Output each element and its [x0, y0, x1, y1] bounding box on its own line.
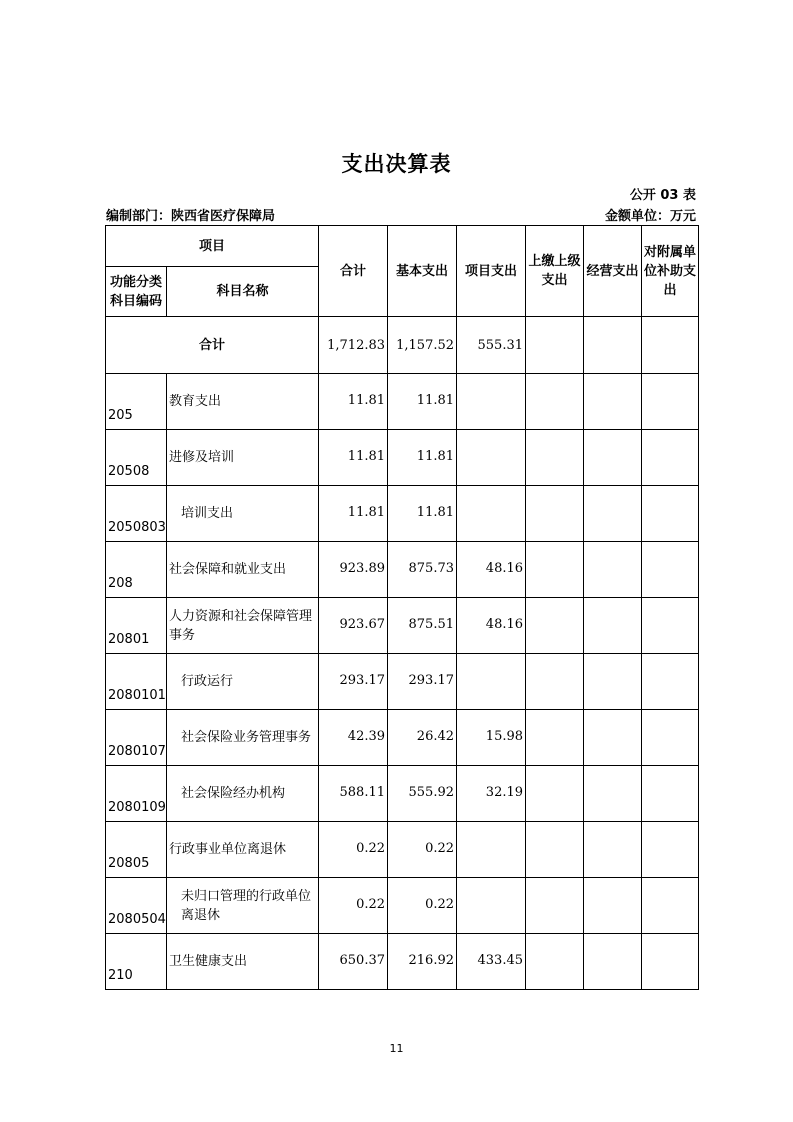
row-project	[457, 486, 526, 542]
row-code: 2080101	[106, 654, 167, 710]
row-basic: 0.22	[388, 822, 457, 878]
row-total: 11.81	[319, 486, 388, 542]
row-project: 32.19	[457, 766, 526, 822]
total-upper	[526, 317, 584, 374]
total-business	[584, 317, 642, 374]
row-code: 20805	[106, 822, 167, 878]
department-label: 编制部门：陕西省医疗保障局	[106, 209, 276, 224]
table-row	[106, 934, 699, 990]
row-business	[584, 598, 642, 654]
row-basic: 216.92	[388, 934, 457, 990]
total-row	[106, 317, 699, 374]
row-code: 2080504	[106, 878, 167, 934]
row-name: 教育支出	[167, 374, 319, 430]
row-project	[457, 374, 526, 430]
row-upper	[526, 766, 584, 822]
row-code: 20508	[106, 430, 167, 486]
form-number: 公开 03 表	[629, 188, 696, 203]
row-subsidy	[642, 374, 699, 430]
row-basic: 293.17	[388, 654, 457, 710]
row-total: 650.37	[319, 934, 388, 990]
row-total: 923.89	[319, 542, 388, 598]
row-subsidy	[642, 878, 699, 934]
row-basic: 26.42	[388, 710, 457, 766]
row-subsidy	[642, 598, 699, 654]
table-row	[106, 710, 699, 766]
row-business	[584, 934, 642, 990]
row-code: 20801	[106, 598, 167, 654]
row-subsidy	[642, 934, 699, 990]
row-subsidy	[642, 766, 699, 822]
table-row	[106, 430, 699, 486]
row-project: 48.16	[457, 598, 526, 654]
row-project	[457, 822, 526, 878]
row-project: 15.98	[457, 710, 526, 766]
row-total: 0.22	[319, 822, 388, 878]
row-business	[584, 486, 642, 542]
row-total: 588.11	[319, 766, 388, 822]
row-business	[584, 710, 642, 766]
row-upper	[526, 878, 584, 934]
row-code: 205	[106, 374, 167, 430]
row-basic: 11.81	[388, 430, 457, 486]
row-subsidy	[642, 822, 699, 878]
row-code: 2080109	[106, 766, 167, 822]
expenditure-table	[105, 225, 699, 990]
row-name: 社会保险业务管理事务	[167, 710, 319, 766]
row-basic: 875.51	[388, 598, 457, 654]
row-total: 923.67	[319, 598, 388, 654]
row-name: 人力资源和社会保障管理事务	[167, 598, 319, 654]
row-name: 卫生健康支出	[167, 934, 319, 990]
row-name: 培训支出	[167, 486, 319, 542]
row-basic: 11.81	[388, 486, 457, 542]
header-project: 项目支出	[457, 226, 526, 317]
row-subsidy	[642, 710, 699, 766]
row-business	[584, 822, 642, 878]
table-row	[106, 766, 699, 822]
row-upper	[526, 654, 584, 710]
total-project: 555.31	[457, 317, 526, 374]
row-project	[457, 878, 526, 934]
row-code: 2050803	[106, 486, 167, 542]
row-name: 进修及培训	[167, 430, 319, 486]
header-basic: 基本支出	[388, 226, 457, 317]
table-row	[106, 654, 699, 710]
table-row	[106, 374, 699, 430]
row-name: 社会保障和就业支出	[167, 542, 319, 598]
row-upper	[526, 486, 584, 542]
header-item: 项目	[106, 226, 319, 267]
header-upper: 上缴上级支出	[526, 226, 584, 317]
row-total: 11.81	[319, 374, 388, 430]
row-name: 行政运行	[167, 654, 319, 710]
row-basic: 555.92	[388, 766, 457, 822]
row-name: 社会保险经办机构	[167, 766, 319, 822]
row-upper	[526, 710, 584, 766]
row-business	[584, 542, 642, 598]
row-business	[584, 878, 642, 934]
row-code: 2080107	[106, 710, 167, 766]
page-title: 支出决算表	[341, 152, 452, 176]
table-row	[106, 486, 699, 542]
table-row	[106, 542, 699, 598]
row-subsidy	[642, 654, 699, 710]
row-name: 行政事业单位离退休	[167, 822, 319, 878]
row-basic: 0.22	[388, 878, 457, 934]
row-total: 0.22	[319, 878, 388, 934]
header-business: 经营支出	[584, 226, 642, 317]
row-subsidy	[642, 486, 699, 542]
row-project	[457, 430, 526, 486]
header-code: 功能分类科目编码	[106, 267, 167, 317]
row-upper	[526, 430, 584, 486]
table-row	[106, 822, 699, 878]
row-project: 433.45	[457, 934, 526, 990]
total-label: 合计	[106, 317, 319, 374]
row-business	[584, 374, 642, 430]
row-upper	[526, 934, 584, 990]
total-basic: 1,157.52	[388, 317, 457, 374]
header-total: 合计	[319, 226, 388, 317]
row-business	[584, 766, 642, 822]
row-business	[584, 430, 642, 486]
row-upper	[526, 374, 584, 430]
total-subsidy	[642, 317, 699, 374]
unit-label: 金额单位：万元	[604, 209, 696, 224]
table-row	[106, 878, 699, 934]
row-upper	[526, 542, 584, 598]
row-basic: 11.81	[388, 374, 457, 430]
row-total: 293.17	[319, 654, 388, 710]
header-name: 科目名称	[167, 267, 319, 317]
row-total: 42.39	[319, 710, 388, 766]
table-row	[106, 598, 699, 654]
row-project: 48.16	[457, 542, 526, 598]
row-project	[457, 654, 526, 710]
header-subsidy: 对附属单位补助支出	[642, 226, 699, 317]
row-upper	[526, 598, 584, 654]
row-basic: 875.73	[388, 542, 457, 598]
total-total: 1,712.83	[319, 317, 388, 374]
row-code: 210	[106, 934, 167, 990]
row-upper	[526, 822, 584, 878]
row-subsidy	[642, 430, 699, 486]
row-code: 208	[106, 542, 167, 598]
row-total: 11.81	[319, 430, 388, 486]
row-name: 未归口管理的行政单位离退休	[167, 878, 319, 934]
row-subsidy	[642, 542, 699, 598]
row-business	[584, 654, 642, 710]
page-number: 11	[389, 1042, 404, 1055]
